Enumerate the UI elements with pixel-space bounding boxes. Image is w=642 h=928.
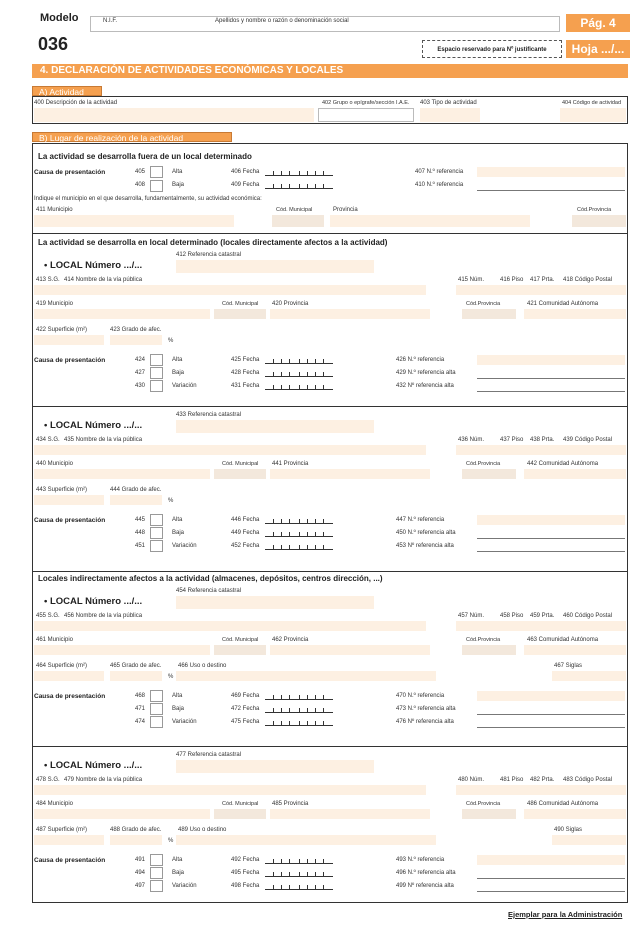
causa-num: 427 xyxy=(135,370,146,376)
causa-type: Variación xyxy=(172,883,197,889)
via-label: 479 Nombre de la vía pública xyxy=(64,777,143,783)
cp-label: 418 Código Postal xyxy=(563,277,613,283)
ref-field[interactable] xyxy=(477,551,625,552)
nif-label: N.I.F. xyxy=(103,18,118,24)
pct-label: % xyxy=(168,838,174,844)
causa-num: 468 xyxy=(135,693,146,699)
causa-checkbox[interactable] xyxy=(150,527,163,539)
sup-label: 422 Superficie (m²) xyxy=(36,327,88,333)
fecha-label: 446 Fecha xyxy=(231,517,260,523)
fuera-codmun-field[interactable] xyxy=(272,215,324,227)
causa-type: Variación xyxy=(172,383,197,389)
nombre-label: Apellidos y nombre o razón o denominación social xyxy=(215,18,349,24)
f404-label: 404 Código de actividad xyxy=(562,100,622,106)
ref-field[interactable] xyxy=(477,691,625,701)
prta-label: 438 Prta. xyxy=(530,437,555,443)
causa-checkbox[interactable] xyxy=(150,854,163,866)
provincia-label: 485 Provincia xyxy=(272,801,309,807)
siglas-label: 490 Siglas xyxy=(554,827,583,833)
causa-checkbox[interactable] xyxy=(150,354,163,366)
causa-type: Alta xyxy=(172,517,183,523)
codprov-field[interactable] xyxy=(462,809,516,819)
refcat-label: 433 Referencia catastral xyxy=(176,412,242,418)
f409-label: 409 Fecha xyxy=(231,182,260,188)
ref-field[interactable] xyxy=(477,538,625,539)
ref-label: 470 N.º referencia xyxy=(396,693,445,699)
f405-label: 405 xyxy=(135,169,146,175)
num-label: 480 Núm. xyxy=(458,777,485,783)
justificante-box: Espacio reservado para Nº justificante xyxy=(422,40,562,58)
sup-label: 443 Superficie (m²) xyxy=(36,487,88,493)
codmun-field[interactable] xyxy=(214,645,266,655)
page-number: Pág. 4 xyxy=(566,14,630,32)
local-number: • LOCAL Número .../... xyxy=(44,760,143,771)
grado-label: 423 Grado de afec. xyxy=(110,327,162,333)
ref-field[interactable] xyxy=(477,727,625,728)
tab-lugar: B) Lugar de realización de la actividad xyxy=(32,132,232,142)
ccaa-field[interactable] xyxy=(524,309,626,319)
causa-checkbox[interactable] xyxy=(150,880,163,892)
fecha-date[interactable] xyxy=(265,869,333,877)
fuera-provincia-label: Provincia xyxy=(333,207,358,213)
num-label: 436 Núm. xyxy=(458,437,485,443)
codprov-field[interactable] xyxy=(462,645,516,655)
via-label: 414 Nombre de la vía pública xyxy=(64,277,143,283)
uso-field[interactable] xyxy=(176,835,436,845)
municipio-field[interactable] xyxy=(34,645,210,655)
fecha-label: 428 Fecha xyxy=(231,370,260,376)
via-label: 435 Nombre de la vía pública xyxy=(64,437,143,443)
municipio-label: 419 Municipio xyxy=(36,301,74,307)
address-field[interactable] xyxy=(456,445,626,455)
fecha-date[interactable] xyxy=(265,516,333,524)
via-field[interactable] xyxy=(34,445,426,455)
modelo-number: 036 xyxy=(38,34,69,54)
fecha-date[interactable] xyxy=(265,692,333,700)
ref-label: 493 N.º referencia xyxy=(396,857,445,863)
tab-actividad: A) Actividad xyxy=(32,86,102,96)
sup-field[interactable] xyxy=(34,335,104,345)
f409-date[interactable] xyxy=(265,181,333,189)
fuera-provincia-field[interactable] xyxy=(330,215,530,227)
ref-label: 499 Nº referencia alta xyxy=(396,883,454,889)
modelo-label: Modelo xyxy=(40,12,79,24)
fecha-date[interactable] xyxy=(265,856,333,864)
refcat-field[interactable] xyxy=(176,596,374,609)
local-number: • LOCAL Número .../... xyxy=(44,260,143,271)
address-field[interactable] xyxy=(456,785,626,795)
causa-label: Causa de presentación xyxy=(34,517,106,524)
local-title: La actividad se desarrolla en local determinado (locales directamente afectos a la actividad) xyxy=(38,238,388,247)
ccaa-field[interactable] xyxy=(524,809,626,819)
causa-checkbox[interactable] xyxy=(150,690,163,702)
fecha-label: 452 Fecha xyxy=(231,543,260,549)
causa-checkbox[interactable] xyxy=(150,514,163,526)
sep-2 xyxy=(32,406,628,407)
grado-field[interactable] xyxy=(110,671,162,681)
f408-label: 408 xyxy=(135,182,146,188)
causa-num: 471 xyxy=(135,706,146,712)
siglas-label: 467 Siglas xyxy=(554,663,583,669)
f404-field[interactable] xyxy=(560,108,626,122)
provincia-field[interactable] xyxy=(270,645,430,655)
ccaa-label: 421 Comunidad Autónoma xyxy=(527,301,599,307)
sg-label: 455 S.G. xyxy=(36,613,60,619)
fuera-codprov-label: Cód.Provincia xyxy=(577,207,612,213)
grado-field[interactable] xyxy=(110,335,162,345)
ref-field[interactable] xyxy=(477,878,625,879)
refcat-label: 454 Referencia catastral xyxy=(176,588,242,594)
via-label: 456 Nombre de la vía pública xyxy=(64,613,143,619)
codprov-label: Cód.Provincia xyxy=(466,461,501,467)
sup-label: 464 Superficie (m²) xyxy=(36,663,88,669)
causa-checkbox[interactable] xyxy=(150,716,163,728)
fecha-label: 469 Fecha xyxy=(231,693,260,699)
ref-label: 432 Nº referencia alta xyxy=(396,383,454,389)
cp-label: 439 Código Postal xyxy=(563,437,613,443)
fecha-label: 431 Fecha xyxy=(231,383,260,389)
causa-type: Baja xyxy=(172,870,185,876)
via-field[interactable] xyxy=(34,785,426,795)
causa-type: Baja xyxy=(172,530,185,536)
ccaa-label: 442 Comunidad Autónoma xyxy=(527,461,599,467)
sep-1 xyxy=(32,233,628,234)
sup-field[interactable] xyxy=(34,495,104,505)
provincia-label: 462 Provincia xyxy=(272,637,309,643)
uso-field[interactable] xyxy=(176,671,436,681)
codmun-field[interactable] xyxy=(214,469,266,479)
ref-label: 447 N.º referencia xyxy=(396,517,445,523)
ccaa-field[interactable] xyxy=(524,645,626,655)
section-4-title: 4. DECLARACIÓN DE ACTIVIDADES ECONÓMICAS Y LOCALES xyxy=(32,64,628,78)
provincia-label: 420 Provincia xyxy=(272,301,309,307)
prta-label: 417 Prta. xyxy=(530,277,555,283)
grado-label: 488 Grado de afec. xyxy=(110,827,162,833)
grado-field[interactable] xyxy=(110,495,162,505)
ref-field[interactable] xyxy=(477,355,625,365)
codprov-label: Cód.Provincia xyxy=(466,801,501,807)
fuera-causa-label: Causa de presentación xyxy=(34,169,106,176)
fecha-date[interactable] xyxy=(265,356,333,364)
via-field[interactable] xyxy=(34,285,426,295)
municipio-label: 484 Municipio xyxy=(36,801,74,807)
refcat-field[interactable] xyxy=(176,760,374,773)
fecha-date[interactable] xyxy=(265,369,333,377)
address-field[interactable] xyxy=(456,285,626,295)
causa-num: 424 xyxy=(135,357,146,363)
fecha-date[interactable] xyxy=(265,542,333,550)
ref-label: 450 N.º referencia alta xyxy=(396,530,456,536)
piso-label: 481 Piso xyxy=(500,777,524,783)
address-field[interactable] xyxy=(456,621,626,631)
provincia-field[interactable] xyxy=(270,309,430,319)
codmun-label: Cód. Municipal xyxy=(222,301,259,307)
f406-date[interactable] xyxy=(265,168,333,176)
ref-field[interactable] xyxy=(477,855,625,865)
grado-label: 465 Grado de afec. xyxy=(110,663,162,669)
pct-label: % xyxy=(168,674,174,680)
fecha-label: 472 Fecha xyxy=(231,706,260,712)
f400-field[interactable] xyxy=(34,108,314,122)
grado-field[interactable] xyxy=(110,835,162,845)
codmun-label: Cód. Municipal xyxy=(222,801,259,807)
prta-label: 459 Prta. xyxy=(530,613,555,619)
sg-label: 434 S.G. xyxy=(36,437,60,443)
fecha-date[interactable] xyxy=(265,705,333,713)
sg-label: 478 S.G. xyxy=(36,777,60,783)
codmun-field[interactable] xyxy=(214,309,266,319)
ccaa-label: 463 Comunidad Autónoma xyxy=(527,637,599,643)
ind-title: Locales indirectamente afectos a la actividad (almacenes, depósitos, centros dirección, ...) xyxy=(38,574,383,583)
sheet-number: Hoja .../... xyxy=(566,40,630,58)
sep-5 xyxy=(32,746,628,747)
codprov-label: Cód.Provincia xyxy=(466,301,501,307)
cp-label: 483 Código Postal xyxy=(563,777,613,783)
ccaa-label: 486 Comunidad Autónoma xyxy=(527,801,599,807)
causa-type: Alta xyxy=(172,357,183,363)
causa-type: Alta xyxy=(172,693,183,699)
causa-num: 491 xyxy=(135,857,146,863)
f403-field[interactable] xyxy=(420,108,480,122)
causa-num: 445 xyxy=(135,517,146,523)
sup-field[interactable] xyxy=(34,671,104,681)
provincia-label: 441 Provincia xyxy=(272,461,309,467)
f400-label: 400 Descripción de la actividad xyxy=(34,100,118,106)
ref-label: 473 N.º referencia alta xyxy=(396,706,456,712)
municipio-field[interactable] xyxy=(34,309,210,319)
ref-field[interactable] xyxy=(477,515,625,525)
f410-field[interactable] xyxy=(477,190,625,191)
fecha-date[interactable] xyxy=(265,718,333,726)
refcat-label: 477 Referencia catastral xyxy=(176,752,242,758)
f406-label: 406 Fecha xyxy=(231,169,260,175)
f408-checkbox[interactable] xyxy=(150,180,163,192)
causa-type: Baja xyxy=(172,370,185,376)
refcat-field[interactable] xyxy=(176,420,374,433)
cp-label: 460 Código Postal xyxy=(563,613,613,619)
fecha-label: 449 Fecha xyxy=(231,530,260,536)
ref-field[interactable] xyxy=(477,891,625,892)
ref-field[interactable] xyxy=(477,391,625,392)
f402-label: 402 Grupo o epígrafe/sección I.A.E. xyxy=(322,100,410,106)
provincia-field[interactable] xyxy=(270,809,430,819)
causa-checkbox[interactable] xyxy=(150,867,163,879)
ref-label: 429 N.º referencia alta xyxy=(396,370,456,376)
fecha-date[interactable] xyxy=(265,882,333,890)
fuera-codmun-label: Cód. Municipal xyxy=(276,207,313,213)
causa-num: 451 xyxy=(135,543,146,549)
refcat-field[interactable] xyxy=(176,260,374,273)
fecha-date[interactable] xyxy=(265,529,333,537)
causa-num: 430 xyxy=(135,383,146,389)
causa-type: Variación xyxy=(172,543,197,549)
uso-label: 489 Uso o destino xyxy=(178,827,227,833)
f411-field[interactable] xyxy=(34,215,234,227)
fuera-alta-label: Alta xyxy=(172,169,183,175)
f411-label: 411 Municipio xyxy=(36,207,73,213)
ccaa-field[interactable] xyxy=(524,469,626,479)
sep-4 xyxy=(32,571,628,572)
causa-label: Causa de presentación xyxy=(34,357,106,364)
codmun-field[interactable] xyxy=(214,809,266,819)
municipio-field[interactable] xyxy=(34,809,210,819)
piso-label: 416 Piso xyxy=(500,277,524,283)
municipio-field[interactable] xyxy=(34,469,210,479)
causa-checkbox[interactable] xyxy=(150,367,163,379)
codprov-field[interactable] xyxy=(462,469,516,479)
f407-label: 407 N.º referencia xyxy=(415,169,464,175)
fuera-codprov-field[interactable] xyxy=(572,215,626,227)
sup-field[interactable] xyxy=(34,835,104,845)
piso-label: 437 Piso xyxy=(500,437,524,443)
causa-num: 497 xyxy=(135,883,146,889)
local-number: • LOCAL Número .../... xyxy=(44,420,143,431)
causa-checkbox[interactable] xyxy=(150,703,163,715)
fecha-label: 492 Fecha xyxy=(231,857,260,863)
ref-label: 496 N.º referencia alta xyxy=(396,870,456,876)
piso-label: 458 Piso xyxy=(500,613,524,619)
ejemplar-label: Ejemplar para la Administración xyxy=(508,910,623,919)
causa-label: Causa de presentación xyxy=(34,857,106,864)
num-label: 457 Núm. xyxy=(458,613,485,619)
refcat-label: 412 Referencia catastral xyxy=(176,252,242,258)
f407-field[interactable] xyxy=(477,167,625,177)
siglas-field[interactable] xyxy=(552,835,626,845)
via-field[interactable] xyxy=(34,621,426,631)
f405-checkbox[interactable] xyxy=(150,166,163,178)
pct-label: % xyxy=(168,338,174,344)
local-number: • LOCAL Número .../... xyxy=(44,596,143,607)
codmun-label: Cód. Municipal xyxy=(222,461,259,467)
grado-label: 444 Grado de afec. xyxy=(110,487,162,493)
causa-label: Causa de presentación xyxy=(34,693,106,700)
siglas-field[interactable] xyxy=(552,671,626,681)
municipio-label: 440 Municipio xyxy=(36,461,74,467)
fecha-label: 425 Fecha xyxy=(231,357,260,363)
pct-label: % xyxy=(168,498,174,504)
ref-label: 453 Nº referencia alta xyxy=(396,543,454,549)
causa-num: 494 xyxy=(135,870,146,876)
codprov-field[interactable] xyxy=(462,309,516,319)
codprov-label: Cód.Provincia xyxy=(466,637,501,643)
fecha-label: 475 Fecha xyxy=(231,719,260,725)
ref-field[interactable] xyxy=(477,714,625,715)
f410-label: 410 N.º referencia xyxy=(415,182,464,188)
causa-checkbox[interactable] xyxy=(150,540,163,552)
num-label: 415 Núm. xyxy=(458,277,485,283)
indique-text: Indique el municipio en el que desarrolla, fundamentalmente, su actividad económica: xyxy=(34,196,262,202)
provincia-field[interactable] xyxy=(270,469,430,479)
causa-type: Variación xyxy=(172,719,197,725)
causa-type: Baja xyxy=(172,706,185,712)
f402-field[interactable] xyxy=(318,108,414,122)
causa-num: 474 xyxy=(135,719,146,725)
fuera-baja-label: Baja xyxy=(172,182,185,188)
uso-label: 466 Uso o destino xyxy=(178,663,227,669)
fecha-date[interactable] xyxy=(265,382,333,390)
causa-checkbox[interactable] xyxy=(150,380,163,392)
ref-label: 426 N.º referencia xyxy=(396,357,445,363)
f403-label: 403 Tipo de actividad xyxy=(420,100,477,106)
fuera-title: La actividad se desarrolla fuera de un local determinado xyxy=(38,152,252,161)
codmun-label: Cód. Municipal xyxy=(222,637,259,643)
fecha-label: 498 Fecha xyxy=(231,883,260,889)
causa-num: 448 xyxy=(135,530,146,536)
fecha-label: 495 Fecha xyxy=(231,870,260,876)
sg-label: 413 S.G. xyxy=(36,277,60,283)
ref-label: 476 Nº referencia alta xyxy=(396,719,454,725)
municipio-label: 461 Municipio xyxy=(36,637,74,643)
sup-label: 487 Superficie (m²) xyxy=(36,827,88,833)
causa-type: Alta xyxy=(172,857,183,863)
ref-field[interactable] xyxy=(477,378,625,379)
prta-label: 482 Prta. xyxy=(530,777,555,783)
